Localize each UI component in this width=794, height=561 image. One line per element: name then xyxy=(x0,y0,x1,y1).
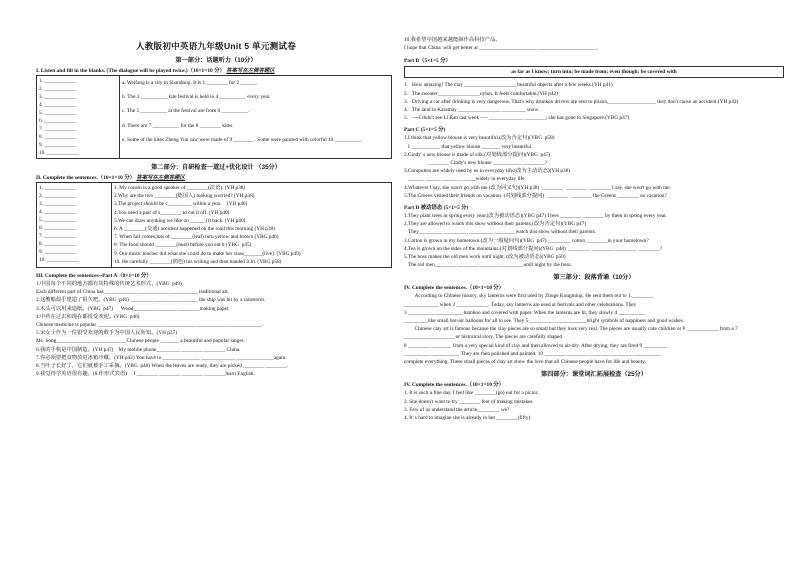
question-text: 4.You need a pair of s________ to cut it off. (YH p40) xyxy=(114,209,230,216)
exercise-line: 9.我觉得学英语很有趣。(8.作形式宾语) I ________ ________ ________ ________learn English. xyxy=(36,371,255,378)
part3-heading: 第三部分：段落背诵（10分） xyxy=(553,274,635,282)
part2-table xyxy=(36,182,392,268)
exercise-line: 4.Whatever I say, she won't go with me.(改为同义句)(YH p38) ________ ________ ________ I say, she won't go with me. xyxy=(404,184,671,191)
exercise-line: 1.I think that yellow blouse is very beautiful.(改为否定句)(YBG p58) xyxy=(404,135,555,142)
part2-answer-area xyxy=(37,183,112,268)
exercise-line: 7.你必须要把食物放进冰箱冷藏。(YH p42) You have to ______________ _____________ ______________again. xyxy=(36,354,287,361)
question-text: 7. When fall comes,lots of ________(leaf) turn yellow and brown (YBG p46) xyxy=(114,234,279,241)
question-text: 2.Why are the two ________(德国人) looking worried? (YH p38) xyxy=(114,193,255,200)
part3-instruction: IV. Complete the sentences.（10×1=10 分） xyxy=(404,285,505,292)
part4-heading: 第四部分：课堂词汇拓展检查（25分） xyxy=(541,371,647,379)
exercise-line: 1. It is such a fine day. I feel like ________(go) out for a picnic. xyxy=(404,390,540,397)
passage-line: _________like small hot-air balloons for all to see. They 5 _________ ____________bright symbols of happiness and good wishes. xyxy=(404,318,685,325)
answer-line[interactable]: 5. ____________ xyxy=(39,217,77,223)
answer-line[interactable]: 1. ____________ xyxy=(39,78,77,84)
answer-line[interactable]: 6. ____________ xyxy=(39,225,77,231)
answer-line[interactable]: 5. ____________ xyxy=(39,110,77,116)
exercise-line: 8.当叶子长好了，它们就被手工采摘。(YBG p46) When the leaves are ready, they are picked ________ ________. xyxy=(36,363,289,370)
exercise-line: 5.The boss makes the old men work until night. (改为被动语态)(YBG p50) xyxy=(404,254,566,261)
answer-line[interactable]: 7. ____________ xyxy=(39,233,77,239)
left-column xyxy=(36,34,396,378)
exercise-line: 3. Few of us understand the article,________ we? xyxy=(404,406,510,413)
question-text: 8. The food should ________(heat) before you eat it (YBG p45) xyxy=(114,242,252,249)
answer-line[interactable]: 1. ____________ xyxy=(39,185,77,191)
exercise-line: ______ ______ ______ ______widely in everyday life. xyxy=(404,176,526,183)
question-text: 3.The project should be c_________ within a year. (YH p40) xyxy=(114,201,248,208)
part2-note: 答案写在左侧答题区 xyxy=(136,175,185,181)
part3b-heading: Part B（5×1=5 分） xyxy=(404,58,451,65)
exercise-line: They_________ _________ _________ ________watch this show without their parents. xyxy=(404,229,597,236)
question-text: 10. He carefully ________(润色) his writing and then handed it in. (YBG p58) xyxy=(114,258,282,265)
right-column xyxy=(404,36,784,422)
exercise-line: 2. The sweater________________nylon. It feels comfortable.(YH p42) xyxy=(404,90,558,97)
exercise-line: The old men________ ________ ________ ________until night by the boss. xyxy=(404,262,572,269)
answer-line[interactable]: 4. ____________ xyxy=(39,102,77,108)
exercise-line: 5. ----I didn't see Li Ran last week ---- _____________ ________; she has gone to Singapore.(YBG p47) xyxy=(404,115,630,122)
answer-line[interactable]: 8. ____________ xyxy=(39,241,77,247)
question-text: 9. Our music teacher did what she could do to make her class_______(live). (YBG p49) xyxy=(114,250,301,257)
part2-instruction: II. Complete the sentences.（10×1=10 分） 答案写在左侧答题区 xyxy=(36,175,185,181)
exercise-line: 4. It' s hard to imagine she is already in her ________(fifty). xyxy=(404,414,532,421)
exercise-line: 2.They are allowed to watch this show without their parents.(改为否定句)(YBG p47) xyxy=(404,221,587,228)
exercise-line: I hope that China will get better at ______________________ ______________________. xyxy=(404,45,599,52)
exercise-line: 5.宋女士作为一位很受欢迎的歌手为中国人民所知。(YH p37) xyxy=(36,330,177,337)
exercise-line: I ___________ that yellow blouse _______ very beautiful. xyxy=(404,143,533,150)
passage-line: Chinese clay art is famous because the clay pieces are so small but they look very real. The pieces are usually cute children or 6 ____________ from a 7 ___________________ or historical story. The pieces are carefully shaped xyxy=(404,326,739,341)
answer-line[interactable]: 6. ____________ xyxy=(39,118,77,124)
part1-question-area xyxy=(120,76,392,159)
exercise-line: 6.我的手机是中国制造。(YH p47) My mobile phone_________ ________ ________ China. xyxy=(36,346,241,353)
question-text: b. The 3 __________ kite festival is held in 4 __________ every year. xyxy=(122,94,271,101)
answer-line[interactable]: 3. ____________ xyxy=(39,94,77,100)
exercise-line: 2. She doesn't want to try ________ fear of making mistakes. xyxy=(404,398,534,405)
answer-line[interactable]: 9. ____________ xyxy=(39,142,77,148)
part2-heading: 第二部分：自研检查一道过+优化设计 （35分） xyxy=(151,164,281,171)
answer-line[interactable]: 2. ____________ xyxy=(39,86,77,92)
passage-line: _____________ when 2 ____________. Today, sky lanterns are used at festivals and other celebrations. They xyxy=(404,301,637,308)
exercise-line: 5.The Greens visited their friends on vacation. (对划线部分提问) ________ ________ the Greens ________ on vacation? xyxy=(404,192,667,199)
exercise-line: Ms. Song_____________ _____________Chinese people _______ a beautiful and popular singer. xyxy=(36,338,245,345)
answer-line[interactable]: 8. ____________ xyxy=(39,134,77,140)
part3a-heading: III. Complete the sentences--Part A（8×1=10 分） xyxy=(36,273,152,280)
part1-instruction: I. Listen and fill in the blanks. (The dialogue will be played twice.)（10×1=10 分） 答案写在左侧答题区 xyxy=(36,68,275,74)
question-text: a. Weifang is a city in Shandong. It is 1 ________ for 2 ______. xyxy=(122,80,258,86)
part4-instruction: IV. Complete the sentences.（10×1=10 分） xyxy=(404,382,505,389)
exercise-line: 3.木头可以用来造纸。(YBG p47) Wood________ ________ ________making paper. xyxy=(36,305,230,312)
passage-line: 8 ________ ________ from a very special kind of clay and then allowed to air-dry. After drying, they are fired 9 _________ xyxy=(404,342,668,349)
answer-line[interactable]: 4. ____________ xyxy=(39,209,77,215)
page-title: 人教版初中英语九年级Unit 5 单元测试卷 xyxy=(135,41,297,51)
exercise-line: 2.这艘船似乎建造了很久吧。(YBG p46) ________ ________ ________ the ship was hit by a rainstorm. xyxy=(36,297,266,304)
exercise-line: 4.中药在过去和现在都很受欢迎。(YBG p46) xyxy=(36,313,140,320)
answer-line[interactable]: 7. ____________ xyxy=(39,126,77,132)
exercise-line: 3. Driving a car after drinking is very dangerous. That's why drunken drivers are sent to prison,__________________ they don't cause an accident.(YH p43) xyxy=(404,98,739,105)
passage-line: 3 __________ __________ bamboo and covered with paper. When the lanterns are lit, they slowly 4 __________ xyxy=(404,309,645,316)
exercise-line: 1.中国每个不同的地方都有其特殊的传统艺术形式。(YBG p49) xyxy=(36,281,182,288)
exercise-line: 4. The land in Karamay ________________ _________ snow. xyxy=(404,107,540,114)
part3c-heading: Part C (5×1=5 分) xyxy=(404,127,446,134)
question-text: 6. A ________(交通) accident happened on the road this morning (YH p38) xyxy=(114,226,275,233)
answer-line[interactable]: 10. ____________ xyxy=(39,150,79,156)
question-text: c. The 5 __________ at the festival are from 6 __________. xyxy=(122,108,250,115)
part3d-heading: Part D 被动语态 (5×1=5 分) xyxy=(404,205,469,212)
part1-answer-area xyxy=(37,76,120,159)
answer-line[interactable]: 3. ____________ xyxy=(39,201,77,207)
word-bank-box: as far as I know; turn into; be made from; even though; be covered with xyxy=(404,66,784,78)
exercise-line: 3.Computers are widely used by us in everyday life.(改为主动语态)(YH p38) xyxy=(404,168,571,175)
question-text: e. Some of the kites Zheng Yun saw were made of 9 ________. Some were painted with colorful 10 __________. xyxy=(122,136,363,143)
part1-note: 答案写在左侧答题区 xyxy=(226,68,275,74)
exercise-line: ________ Cindy's new blouse ___________ ________? xyxy=(404,160,547,167)
exercise-line: Chinese medicine is popular ____________ ____________ ____________ ____________ ____________. xyxy=(36,322,264,329)
exercise-line: 4.Tea is grown on the sides of the mountains.(对划线部分提问)(YBG p48) ________ ________ ________ ________? xyxy=(404,245,663,252)
answer-line[interactable]: 2. ____________ xyxy=(39,193,77,199)
exercise-line: 1. How amazing! The clay ____________________beautiful objects after a few weeks.(YH p41) xyxy=(404,82,613,89)
part2-question-area xyxy=(112,183,392,268)
passage-line: complete everything. These small pieces of clay art show the love that all Chinese people have for life and beauty. xyxy=(404,359,646,366)
answer-line[interactable]: 9. ____________ xyxy=(39,249,77,255)
answer-line[interactable]: 10. ____________ xyxy=(39,257,79,263)
exercise-line: Each different part of China has ____________ ____________ __________ traditional art. xyxy=(36,289,230,296)
question-text: 5.We can draw anything we like on ______(t) back. (YH p40) xyxy=(114,217,246,224)
exercise-line: 3.Cotton is grown in my hometown.(改为一般疑问句)(YBG p47) ________ cotton ________in your hometown? xyxy=(404,237,649,244)
exercise-line: 10.我希望中国越来越能制作高科技产品。 xyxy=(404,37,501,43)
exercise-line: 2.Cindy' s new blouse is made of silk.(对划线部分提问)(YBG p47) xyxy=(404,151,551,158)
question-text: d. There are 7 __________ for the 8 ________ kites. xyxy=(122,122,234,129)
exercise-line: 1.They plant trees in spring every year.(改为被动语态)(YBG p47) Trees ________ ________ by them in spring every year. xyxy=(404,213,667,220)
part1-table xyxy=(36,75,392,159)
passage-line: __________ __________. They are then polished and painted. 10 ________ ________ ________ ________ __________ xyxy=(404,350,661,357)
passage-line: According to Chinese history, sky lanterns were first used by Zhuge Kongming. He sent them out to 1.________ xyxy=(404,293,654,300)
question-text: 1. My cousin is a good speaker of ________(法语). (YH p38) xyxy=(114,185,246,191)
part1-heading: 第一部分：话题听力（10分） xyxy=(175,57,257,64)
